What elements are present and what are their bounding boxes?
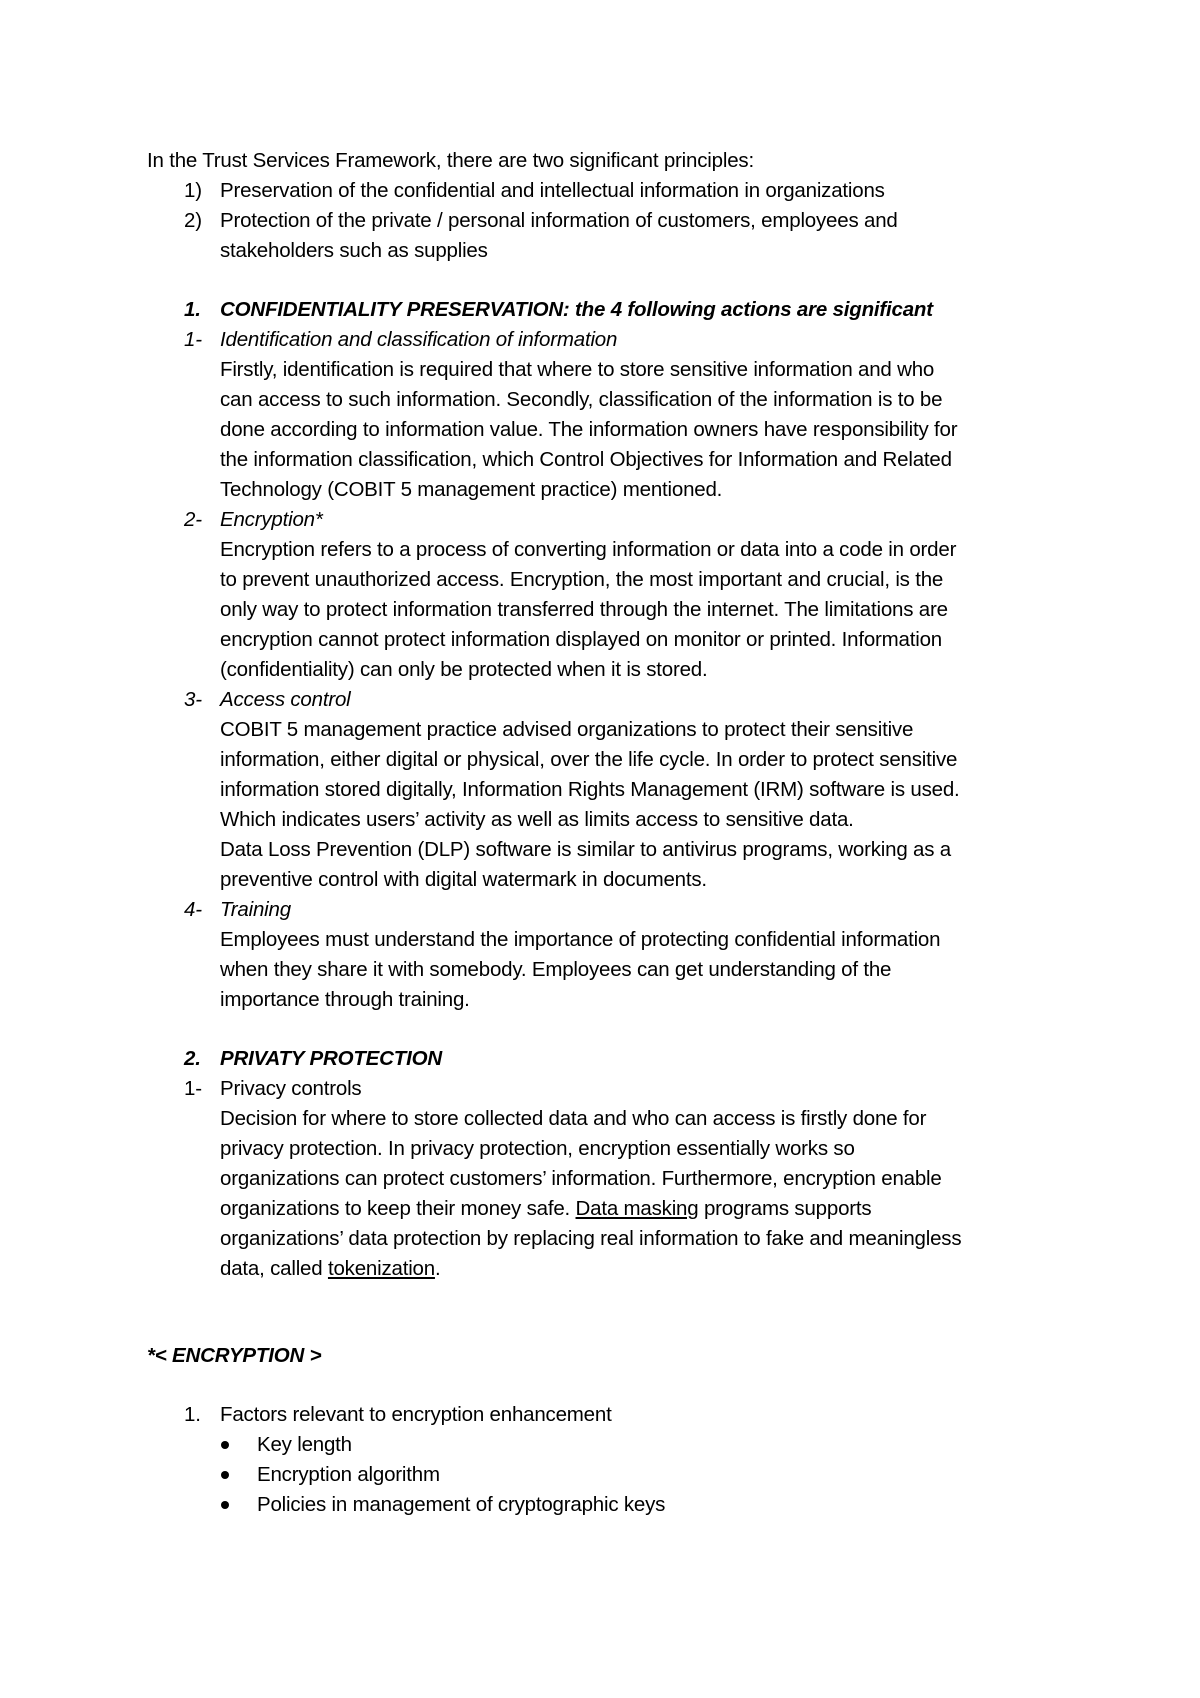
privacy-text-line-6 — [220, 1254, 440, 1284]
privacy-text-segment: . — [434, 1257, 441, 1280]
action-3-text: information stored digitally, Information Rights Management (IRM) software is used. — [220, 778, 960, 801]
action-2-text: only way to protect information transferred through the internet. The limitations are — [220, 598, 948, 621]
intro-item-1-marker: 1) — [184, 179, 202, 202]
section1-marker: 1. — [184, 298, 201, 321]
action-3-text: preventive control with digital watermark in documents. — [220, 868, 707, 891]
action-1-text: Firstly, identification is required that where to store sensitive information and who — [220, 358, 935, 381]
tokenization-term: tokenization — [327, 1257, 435, 1280]
privacy-text-segment: data, called — [220, 1257, 328, 1280]
action-1-text: can access to such information. Secondly, classification of the information is to be — [220, 388, 943, 411]
privacy-text: organizations’ data protection by replacing real information to fake and meaningless — [220, 1227, 962, 1250]
action-2-text: Encryption refers to a process of converting information or data into a code in order — [220, 538, 957, 561]
action-4-marker: 4- — [184, 898, 202, 921]
privacy-text: privacy protection. In privacy protection, encryption essentially works so — [220, 1137, 855, 1160]
action-2-marker: 2- — [184, 508, 202, 531]
action-4-text: Employees must understand the importance of protecting confidential information — [220, 928, 941, 951]
action-1-marker: 1- — [184, 328, 202, 351]
action-1-title: Identification and classification of information — [220, 328, 618, 351]
intro-item-2-text: stakeholders such as supplies — [220, 239, 488, 262]
action-1-text: Technology (COBIT 5 management practice) mentioned. — [220, 478, 723, 501]
action-2-text: (confidentiality) can only be protected when it is stored. — [220, 658, 708, 681]
action-3-title: Access control — [220, 688, 351, 711]
action-2-title: Encryption* — [220, 508, 323, 531]
encryption-item-marker: 1. — [184, 1403, 201, 1426]
bullet-icon — [221, 1501, 229, 1509]
action-3-text: Data Loss Prevention (DLP) software is similar to antivirus programs, working as a — [220, 838, 951, 861]
action-4-text: when they share it with somebody. Employees can get understanding of the — [220, 958, 892, 981]
action-4-text: importance through training. — [220, 988, 470, 1011]
intro-item-1-text: Preservation of the confidential and intellectual information in organizations — [220, 179, 885, 202]
privacy-text: Decision for where to store collected data and who can access is firstly done for — [220, 1107, 927, 1130]
encryption-item-title: Factors relevant to encryption enhancement — [220, 1403, 612, 1426]
factor-key-length: Key length — [257, 1433, 352, 1456]
action-1-text: the information classification, which Control Objectives for Information and Related — [220, 448, 952, 471]
action-2-text: encryption cannot protect information displayed on monitor or printed. Information — [220, 628, 943, 651]
action-3-text: information, either digital or physical, over the life cycle. In order to protect sensitive — [220, 748, 958, 771]
encryption-heading: *< ENCRYPTION > — [147, 1344, 322, 1367]
intro-lead: In the Trust Services Framework, there are two significant principles: — [147, 149, 754, 172]
section1-heading: CONFIDENTIALITY PRESERVATION: the 4 following actions are significant — [220, 298, 933, 321]
section2-heading: PRIVATY PROTECTION — [220, 1047, 442, 1070]
action-3-marker: 3- — [184, 688, 202, 711]
privacy-text-line-4 — [220, 1194, 871, 1224]
action-3-text: Which indicates users’ activity as well as limits access to sensitive data. — [220, 808, 854, 831]
privacy-text-segment: programs supports — [698, 1197, 872, 1220]
action-2-text: to prevent unauthorized access. Encryption, the most important and crucial, is the — [220, 568, 944, 591]
factor-key-policies: Policies in management of cryptographic keys — [257, 1493, 666, 1516]
section2-marker: 2. — [184, 1047, 201, 1070]
data-masking-term: Data masking — [575, 1197, 699, 1220]
privacy-item-title: Privacy controls — [220, 1077, 362, 1100]
factor-algorithm: Encryption algorithm — [257, 1463, 440, 1486]
privacy-text: organizations can protect customers’ information. Furthermore, encryption enable — [220, 1167, 942, 1190]
intro-item-2-text: Protection of the private / personal information of customers, employees and — [220, 209, 898, 232]
action-3-text: COBIT 5 management practice advised organizations to protect their sensitive — [220, 718, 914, 741]
action-1-text: done according to information value. The information owners have responsibility for — [220, 418, 958, 441]
bullet-icon — [221, 1471, 229, 1479]
privacy-text-segment: organizations to keep their money safe. — [220, 1197, 576, 1220]
bullet-icon — [221, 1441, 229, 1449]
privacy-item-marker: 1- — [184, 1077, 202, 1100]
action-4-title: Training — [220, 898, 291, 921]
intro-item-2-marker: 2) — [184, 209, 202, 232]
